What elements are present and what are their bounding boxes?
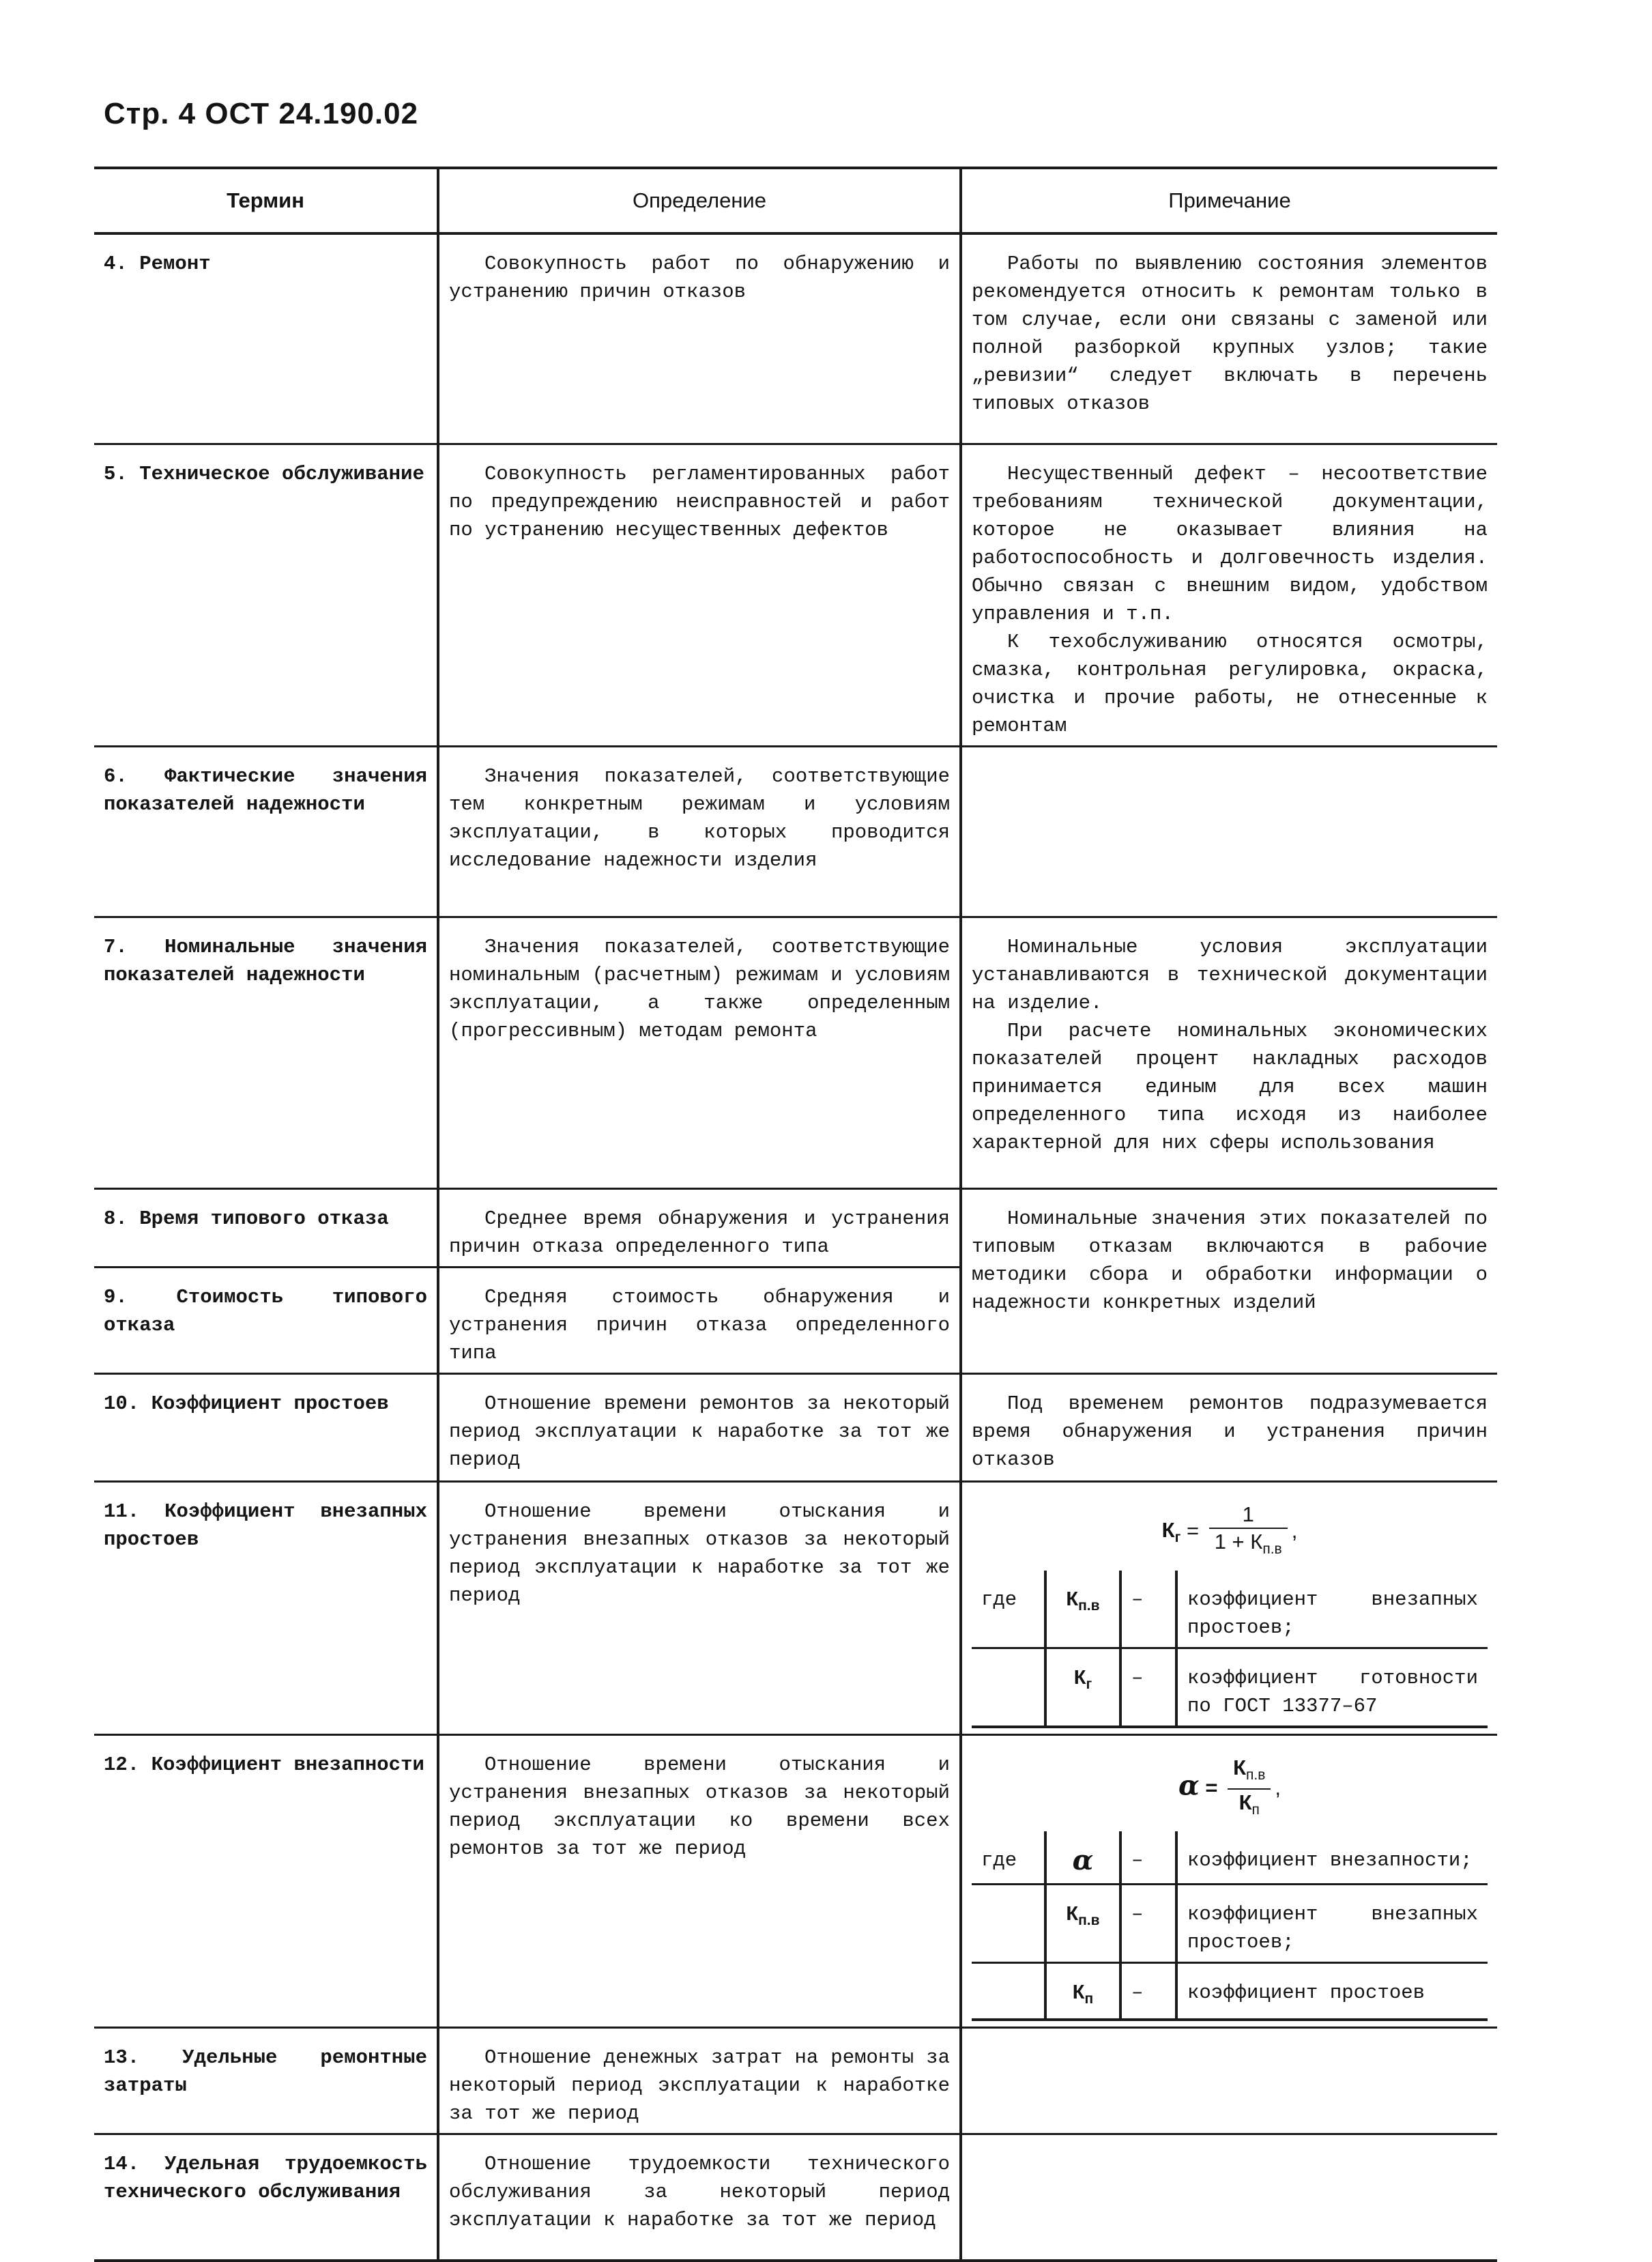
- column-header-definition: Определение: [438, 168, 961, 233]
- definition-cell: Отношение времени отыскания и устранения внезапных отказов за некоторый период эксплуатации ко времени всех ремонтов за тот же период: [438, 1734, 961, 2027]
- note-cell: [961, 2134, 1497, 2261]
- note-cell: [961, 917, 1497, 1188]
- column-header-note: Примечание: [961, 168, 1497, 233]
- table-row: [94, 1373, 1497, 1481]
- formula-legend: где $К_{п.в}$ – коэффициент внезапных простоев; $К_г$ – коэффициент готовности по ГОСТ 13377–67: [972, 1571, 1488, 1728]
- formula-fraction: $\frac{К_{п.в}}{К_п}$: [1228, 1755, 1271, 1823]
- table-row: [94, 233, 1497, 444]
- table-row: [94, 444, 1497, 746]
- term-cell: 12. Коэффициент внезапности: [94, 1734, 438, 2027]
- term-cell: 5. Техническое обслуживание: [94, 444, 438, 746]
- table-row: [94, 746, 1497, 917]
- table-row: [94, 917, 1497, 1188]
- term-cell: 8. Время типового отказа: [94, 1188, 438, 1267]
- definition-cell: Средняя стоимость обнаружения и устранения причин отказа определенного типа: [438, 1267, 961, 1373]
- note-cell: [961, 2027, 1497, 2134]
- definition-cell: Значения показателей, соответствующие номинальным (расчетным) режимам и условиям эксплуатации, а также определенным (прогрессивным) методам ремонта: [438, 917, 961, 1188]
- note-text: Номинальные значения этих показателей по типовым отказам включаются в рабочие методики сбора и обработки информации о надежности конкретных изделий: [972, 1207, 1488, 1314]
- definition-cell: Отношение денежных затрат на ремонты за некоторый период эксплуатации к наработке за тот же период: [438, 2027, 961, 2134]
- table-row: [94, 2134, 1497, 2261]
- definition-cell: Среднее время обнаружения и устранения причин отказа определенного типа: [438, 1188, 961, 1267]
- note-cell: [961, 1734, 1497, 2027]
- term-cell: 6. Фактические значения показателей надежности: [94, 746, 438, 917]
- table-row: [94, 1188, 1497, 1267]
- page-header: Стр. 4 ОСТ 24.190.02: [104, 97, 419, 130]
- definition-cell: Значения показателей, соответствующие тем конкретным режимам и условиям эксплуатации, в которых проводится исследование надежности изделия: [438, 746, 961, 917]
- term-cell: 10. Коэффициент простоев: [94, 1373, 438, 1481]
- definition-cell: Отношение времени отыскания и устранения внезапных отказов за некоторый период эксплуатации к наработке за тот же период: [438, 1481, 961, 1734]
- table-row: [94, 1481, 1497, 1734]
- table-row: [94, 1734, 1497, 2027]
- note-text: К техобслуживанию относятся осмотры, смазка, контрольная регулировка, окраска, очистка и прочие работы, не отнесенные к ремонтам: [972, 630, 1488, 737]
- term-cell: 4. Ремонт: [94, 233, 438, 444]
- table-header-row: [94, 168, 1497, 233]
- note-text: Работы по выявлению состояния элементов рекомендуется относить к ремонтам только в том случае, если они связаны с заменой или полной разборкой крупных узлов; такие „ревизии“ следует включать в перечень типовых отказов: [972, 253, 1488, 415]
- term-cell: 9. Стоимость типового отказа: [94, 1267, 438, 1373]
- term-cell: 11. Коэффициент внезапных простоев: [94, 1481, 438, 1734]
- term-cell: 7. Номинальные значения показателей надежности: [94, 917, 438, 1188]
- note-cell: [961, 1481, 1497, 1734]
- table-row: [94, 2027, 1497, 2134]
- note-text: При расчете номинальных экономических показателей процент накладных расходов принимается единым для всех машин определенного типа исходя из наиболее характерной для них сферы использования: [972, 1019, 1488, 1154]
- formula-fraction: $\frac{1}{1 + К_{п.в}}$: [1209, 1502, 1288, 1562]
- column-header-term: Термин: [94, 168, 438, 233]
- note-cell: [961, 746, 1497, 917]
- definition-cell: Совокупность регламентированных работ по предупреждению неисправностей и работ по устранению несущественных дефектов: [438, 444, 961, 746]
- terms-table: [94, 167, 1497, 2262]
- note-text: Несущественный дефект – несоответствие требованиям технической документации, которое не оказывает влияния на работоспособность и долговечность изделия. Обычно связан с внешним видом, удобством управления и т.п.: [972, 462, 1488, 625]
- definition-cell: Отношение времени ремонтов за некоторый период эксплуатации к наработке за тот же период: [438, 1373, 961, 1481]
- term-cell: 13. Удельные ремонтные затраты: [94, 2027, 438, 2134]
- note-cell: [961, 444, 1497, 746]
- note-cell: [961, 1373, 1497, 1481]
- formula-legend: где α – коэффициент внезапности; $К_{п.в}$ – коэффициент внезапных простоев; $К_п$ – коэффициент простоев: [972, 1831, 1488, 2021]
- note-cell: [961, 1188, 1497, 1373]
- definition-cell: Совокупность работ по обнаружению и устранению причин отказов: [438, 233, 961, 444]
- formula-suddenness: α = $\frac{К_{п.в}}{К_п}$ ,: [972, 1755, 1488, 1823]
- note-text: Под временем ремонтов подразумевается время обнаружения и устранения причин отказов: [972, 1392, 1488, 1471]
- note-cell: [961, 233, 1497, 444]
- note-text: Номинальные условия эксплуатации устанавливаются в технической документации на изделие.: [972, 935, 1488, 1014]
- definition-cell: Отношение трудоемкости технического обслуживания за некоторый период эксплуатации к наработке за тот же период: [438, 2134, 961, 2261]
- formula-availability: $К_г$ = $\frac{1}{1 + К_{п.в}}$ ,: [972, 1502, 1488, 1562]
- term-cell: 14. Удельная трудоемкость технического обслуживания: [94, 2134, 438, 2261]
